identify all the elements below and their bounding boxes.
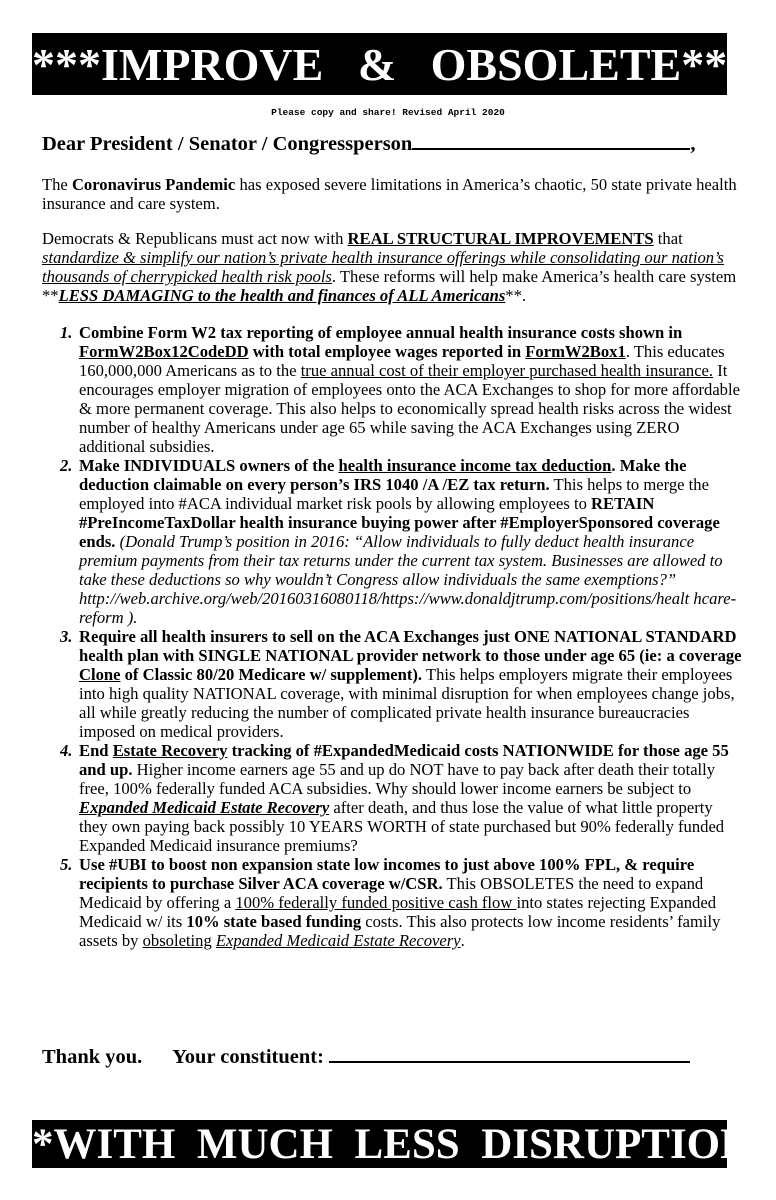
item-bold-underlined: Estate Recovery <box>112 741 228 760</box>
item-bold: with total employee wages reported in <box>248 342 526 361</box>
salutation-text: Dear President / Senator / Congressperson <box>42 133 413 155</box>
item-text: This helps to merge the employed into #ACA individual market risk pools by allowing employees to <box>79 475 709 513</box>
closing-text: Thank you. Your constituent: <box>42 1046 330 1068</box>
item-italic-quote: (Donald Trump’s position in 2016: “Allow individuals to fully deduct health insurance premium payments from their tax returns under the current tax system. Businesses are allowed to take these deductions so why wouldn’t Congress allow individuals the same exemptions?” http://web.archive.org/web/20160316080118/https://www.donaldjtrump.com/positions/healt hcare-reform ). <box>79 532 737 627</box>
list-item <box>42 855 742 950</box>
item-underlined: 100% federally funded positive cash flow <box>235 893 517 912</box>
list-item <box>42 627 742 741</box>
signature-blank-line <box>329 1041 690 1063</box>
bottom-banner: *WITH MUCH LESS DISRUPTION* <box>32 1121 773 1168</box>
item-bold: Use #UBI to boost non expansion state low incomes to just above 100% FPL, & require recipients to purchase Silver ACA coverage w/CSR. <box>79 855 695 893</box>
call-bold-underlined: REAL STRUCTURAL IMPROVEMENTS <box>347 229 654 248</box>
item-number: 1. <box>60 323 73 342</box>
item-bold: Require all health insurers to sell on the ACA Exchanges just ONE NATIONAL STANDARD health plan with SINGLE NATIONAL provider network to those under age 65 (ie: a coverage <box>79 627 742 665</box>
item-text: It encourages employer migration of employees onto the ACA Exchanges to shop for more affordable & more permanent coverage. This also helps to economically spread health risks across the widest number of healthy Americans under age 65 while saving the ACA Exchanges using ZERO additional subsidies. <box>79 361 740 456</box>
item-text: This OBSOLETES the need to expand Medicaid by offering a <box>79 874 704 912</box>
top-banner: ***IMPROVE & OBSOLETE*** <box>32 33 727 95</box>
item-bold: End <box>79 741 113 760</box>
item-bold-underlined: Clone <box>79 665 121 684</box>
name-blank-line <box>412 130 690 150</box>
list-item <box>42 456 742 627</box>
item-number: 2. <box>60 456 73 475</box>
item-text: This helps employers migrate their employees into high quality NATIONAL coverage, with minimal disruption for when employees change jobs, all while greatly reducing the number of complicated private health insurance bureaucracies imposed on medical providers. <box>79 665 735 741</box>
salutation <box>42 130 742 156</box>
item-bold: . Make the deduction claimable on every person’s IRS 1040 /A /EZ tax return. <box>79 456 687 494</box>
item-text: Higher income earners age 55 and up do NOT have to pay back after death their totally free, 100% federally funded ACA subsidies. Why should lower income earners be subject to <box>79 760 716 798</box>
item-underlined: true annual cost of their employer purchased health insurance. <box>300 361 714 380</box>
intro-bold: Coronavirus Pandemic <box>71 175 236 194</box>
list-item <box>42 741 742 855</box>
call-bold-italic: LESS DAMAGING to the health and finances of ALL Americans <box>58 286 506 305</box>
revised-note: Please copy and share! Revised April 2020 <box>271 107 505 118</box>
item-text: . <box>460 931 465 950</box>
call-text-4: **. <box>505 286 527 305</box>
item-bold: RETAIN #PreIncomeTaxDollar health insurance buying power after #EmployerSponsored coverage ends. <box>79 494 720 551</box>
salutation-comma: , <box>690 133 696 155</box>
call-text: Democrats & Republicans must act now with <box>42 229 348 248</box>
item-number: 5. <box>60 855 73 874</box>
item-number: 3. <box>60 627 73 646</box>
item-bold: tracking of #ExpandedMedicaid costs NATIONWIDE for those age 55 and up. <box>79 741 729 779</box>
call-italic-underlined: standardize & simplify our nation’s private health insurance offerings while consolidating our nation’s thousands of cherrypicked health risk pools <box>42 248 724 286</box>
reform-list <box>42 323 742 950</box>
intro-paragraph <box>42 175 742 213</box>
intro-text: The <box>42 175 72 194</box>
call-paragraph <box>42 229 742 305</box>
item-bold-underlined: health insurance income tax deduction <box>338 456 612 475</box>
call-text-2: that <box>653 229 683 248</box>
item-bold: Make INDIVIDUALS owners of the <box>79 456 339 475</box>
item-bold: of Classic 80/20 Medicare w/ supplement). <box>120 665 423 684</box>
item-bold-italic-underlined: Expanded Medicaid Estate Recovery <box>79 798 330 817</box>
item-text: into states rejecting Expanded Medicaid w/ its <box>79 893 716 931</box>
item-bold-underlined: FormW2Box12CodeDD <box>79 342 249 361</box>
item-text: costs. This also protects low income residents’ family assets by <box>79 912 721 950</box>
list-item <box>42 323 742 456</box>
item-bold-underlined: FormW2Box1 <box>525 342 626 361</box>
call-text-3: . These reforms will help make America’s health care system ** <box>42 267 737 305</box>
item-text: . This educates 160,000,000 Americans as to the <box>79 342 725 380</box>
item-italic-underlined: Expanded Medicaid Estate Recovery <box>215 931 461 950</box>
item-bold: 10% state based funding <box>186 912 362 931</box>
item-underlined: obsoleting <box>142 931 212 950</box>
item-number: 4. <box>60 741 73 760</box>
intro-text-2: has exposed severe limitations in America’s chaotic, 50 state private health insurance and care system. <box>42 175 737 213</box>
item-text: after death, and thus lose the value of what little property they own paying back possibly 10 YEARS WORTH of state purchased but 90% federally funded Expanded Medicaid insurance premiums? <box>79 798 725 855</box>
item-bold: Combine Form W2 tax reporting of employee annual health insurance costs shown in <box>79 323 683 342</box>
closing-line <box>42 1041 690 1069</box>
